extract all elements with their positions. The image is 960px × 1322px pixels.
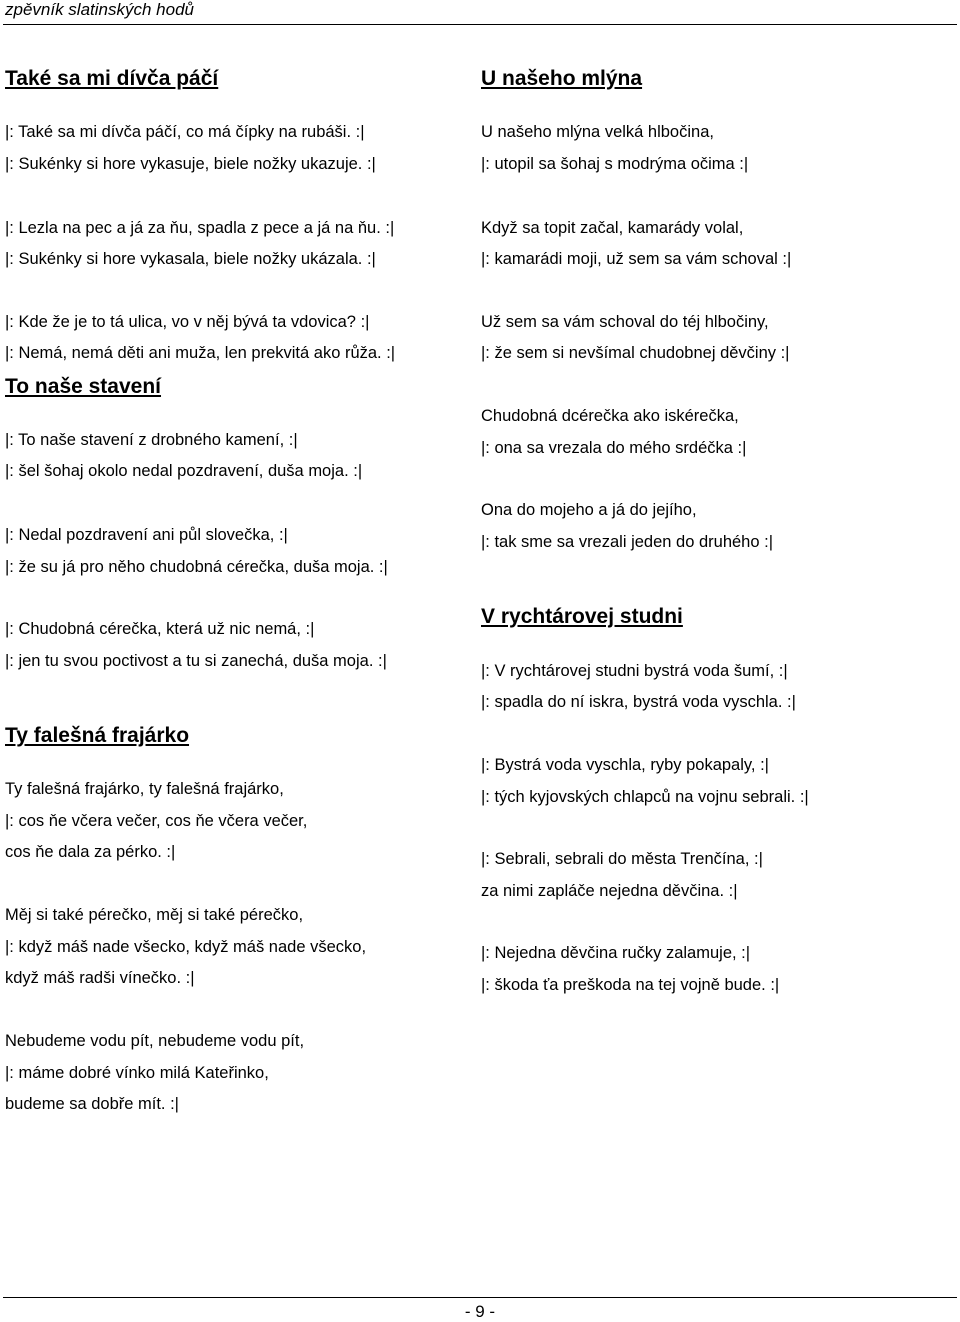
lyric-line: Nebudeme vodu pít, nebudeme vodu pít, xyxy=(5,1032,305,1050)
lyric-line: |: šel šohaj okolo nedal pozdravení, duša moja. :| xyxy=(5,462,363,480)
lyric-line: |: Nemá, nemá děti ani muža, len prekvitá ako růža. :| xyxy=(5,344,396,362)
lyric-line: |: Také sa mi dívča páčí, co má čípky na rubáši. :| xyxy=(5,123,365,141)
lyric-line: U našeho mlýna velká hlbočina, xyxy=(481,123,714,141)
page-number: - 9 - xyxy=(464,1302,496,1321)
lyric-line: |: Sukénky si hore vykasuje, biele nožky ukazuje. :| xyxy=(5,155,376,173)
lyric-line: |: jen tu svou poctivost a tu si zanechá, duša moja. :| xyxy=(5,652,387,670)
lyric-line: |: Bystrá voda vyschla, ryby pokapaly, :| xyxy=(481,756,769,774)
lyric-line: |: že sem si nevšímal chudobnej děvčiny :| xyxy=(481,344,790,362)
footer-rule xyxy=(3,1297,957,1298)
song-title: Ty falešná frajárko xyxy=(5,724,190,747)
lyric-line: |: V rychtárovej studni bystrá voda šumí, :| xyxy=(481,662,788,680)
lyric-line: Měj si také pérečko, měj si také pérečko, xyxy=(5,906,304,924)
lyric-line: Už sem sa vám schoval do téj hlbočiny, xyxy=(481,313,769,331)
song-title: V rychtárovej studni xyxy=(481,605,683,628)
lyric-line: budeme sa dobře mít. :| xyxy=(5,1095,179,1113)
lyric-line: |: Kde že je to tá ulica, vo v něj bývá ta vdovica? :| xyxy=(5,313,370,331)
lyric-line: Ty falešná frajárko, ty falešná frajárko, xyxy=(5,780,284,798)
lyric-line: |: ona sa vrezala do mého srdéčka :| xyxy=(481,439,747,457)
lyric-line: Chudobná dcérečka ako iskérečka, xyxy=(481,407,739,425)
lyric-line: |: spadla do ní iskra, bystrá voda vyschla. :| xyxy=(481,693,796,711)
lyric-line: |: tak sme sa vrezali jeden do druhého :| xyxy=(481,533,773,551)
lyric-line: když máš radši vínečko. :| xyxy=(5,969,195,987)
lyric-line: |: že su já pro něho chudobná cérečka, duša moja. :| xyxy=(5,558,388,576)
lyric-line: Ona do mojeho a já do jejího, xyxy=(481,501,697,519)
lyric-line: |: Sukénky si hore vykasala, biele nožky ukázala. :| xyxy=(5,250,376,268)
lyric-line: |: Sebrali, sebrali do města Trenčína, :| xyxy=(481,850,763,868)
lyric-line: |: Chudobná cérečka, která už nic nemá, :| xyxy=(5,620,315,638)
left-column xyxy=(5,0,475,1290)
lyric-line: Když sa topit začal, kamarády volal, xyxy=(481,219,744,237)
lyric-line: |: když máš nade všecko, když máš nade všecko, xyxy=(5,938,367,956)
right-column xyxy=(481,0,951,1290)
lyric-line: za nimi zapláče nejedna děvčina. :| xyxy=(481,882,738,900)
lyric-line: |: Nedal pozdravení ani půl slovečka, :| xyxy=(5,526,288,544)
lyric-line: |: Nejedna děvčina ručky zalamuje, :| xyxy=(481,944,751,962)
song-title: Také sa mi dívča páčí xyxy=(5,67,219,90)
lyric-line: |: kamarádi moji, už sem sa vám schoval :| xyxy=(481,250,792,268)
lyric-line: |: To naše stavení z drobného kamení, :| xyxy=(5,431,298,449)
song-title: To naše stavení xyxy=(5,375,162,398)
lyric-line: |: máme dobré vínko milá Kateřinko, xyxy=(5,1064,269,1082)
lyric-line: |: cos ňe včera večer, cos ňe včera večer, xyxy=(5,812,308,830)
lyric-line: cos ňe dala za pérko. :| xyxy=(5,843,176,861)
songbook-title: zpěvník slatinských hodů xyxy=(5,0,194,19)
lyric-line: |: tých kyjovských chlapců na vojnu sebrali. :| xyxy=(481,788,809,806)
lyric-line: |: škoda ťa preškoda na tej vojně bude. :| xyxy=(481,976,780,994)
lyric-line: |: Lezla na pec a já za ňu, spadla z pece a já na ňu. :| xyxy=(5,219,395,237)
lyric-line: |: utopil sa šohaj s modrýma očima :| xyxy=(481,155,749,173)
song-title: U našeho mlýna xyxy=(481,67,643,90)
